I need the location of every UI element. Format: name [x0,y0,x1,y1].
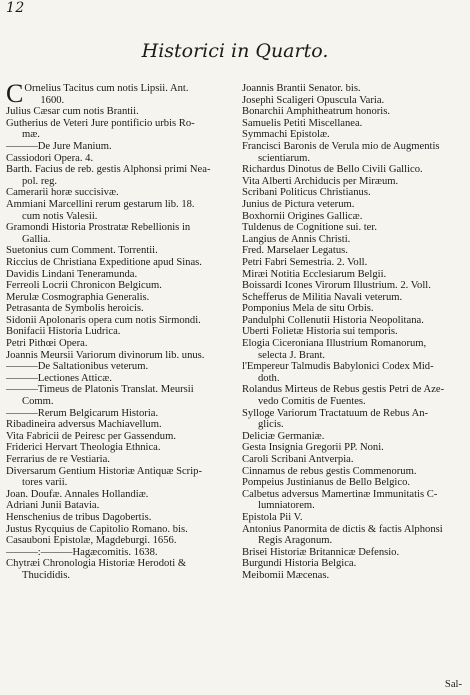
catalog-entry [242,466,464,478]
catalog-entry [6,315,234,327]
catalog-entry [242,431,464,443]
entry-line: Joannis Brantii Senator. bis. [242,83,361,94]
entry-line: Petrasanta de Symbolis heroicis. [6,303,144,315]
entry-continuation: mæ. [22,129,40,141]
entry-line: Casauboni Epistolæ, Magdeburgi. 1656. [6,535,177,547]
entry-continuation: Gallia. [22,233,51,245]
catalog-entry [242,512,464,524]
entry-line: Cassiodori Opera. 4. [6,152,94,164]
catalog-entry [242,234,464,246]
catalog-entry [242,477,464,489]
entry-line: Sylloge Variorum Tractatuum de Rebus An- [242,407,429,419]
entry-line: Francisci Baronis de Verula mio de Augmentis [242,140,440,152]
entry-line: Fred. Marselaer Legatus. [242,245,348,257]
entry-line: Richardus Dinotus de Bello Civili Gallico. [242,164,423,176]
entry-line: Gramondi Historia Prostratæ Rebellionis in [6,222,191,234]
catalog-entry [242,442,464,454]
entry-line: Uberti Folietæ Historia sui temporis. [242,326,398,338]
entry-continuation: scientiarum. [258,152,311,164]
catalog-entry [242,257,464,269]
catalog-entry [242,338,464,361]
catalog-entry [242,558,464,570]
entry-line: Petri Fabri Semestria. 2. Voll. [242,256,368,268]
catalog-entry [242,524,464,547]
catalog-entry [242,303,464,315]
entry-line: Miræi Notitia Ecclesiarum Belgii. [242,268,387,280]
catalog-entry [6,408,234,420]
entry-continuation: cum notis Valesii. [22,210,98,222]
catalog-entry [6,512,234,524]
catalog-entry [6,373,234,385]
entry-continuation: 1600. [40,94,65,106]
entry-line: Junius de Pictura veterum. [242,198,355,210]
entry-line: Adriani Junii Batavia. [6,500,100,512]
catalog-entry [242,176,464,188]
entry-line: ———Timeus de Platonis Translat. Meursii [6,384,194,396]
catalog-entry [6,431,234,443]
entry-line: Chytræi Chronologia Historiæ Herodoti & [6,558,187,570]
entry-line: Pomponius Mela de situ Orbis. [242,303,374,315]
entry-continuation: lumniatorem. [258,500,315,512]
entry-line: Ornelius Tacitus cum notis Lipsii. Ant. [24,83,189,94]
entry-line: Julius Cæsar cum notis Brantii. [6,106,139,118]
catalog-entry [242,95,464,107]
catalog-entry [6,257,234,269]
entry-line: Riccius de Christiana Expeditione apud Sinas. [6,256,202,268]
entry-line: Ferreoli Locrii Chronicon Belgicum. [6,280,162,292]
entry-line: Merulæ Cosmographia Generalis. [6,291,150,303]
entry-line: Samuelis Petiti Miscellanea. [242,117,363,129]
catalog-entry [6,141,234,153]
entry-continuation: Comm. [22,396,54,408]
entry-line: ———De Saltationibus veterum. [6,361,149,373]
entry-line: Epistola Pii V. [242,511,303,523]
catalog-entry [242,199,464,211]
entry-line: Antonius Panormita de dictis & factis Alphonsi [242,523,443,535]
entry-line: Scribani Politicus Christianus. [242,187,371,199]
entry-line: Friderici Hervart Theologia Ethnica. [6,442,161,454]
entry-line: Camerarii horæ succisivæ. [6,187,119,199]
entry-line: Diversarum Gentium Historiæ Antiquæ Scrip- [6,465,202,477]
catalog-entry [242,269,464,281]
catalog-entry [6,524,234,536]
catalog-entry [6,489,234,501]
catalog-entry [6,361,234,373]
drop-cap: C [6,79,24,108]
catalog-entry [242,408,464,431]
entry-line: Josephi Scaligeri Opuscula Varia. [242,94,385,106]
catalog-entry [242,164,464,176]
catalog-entry [6,454,234,466]
catalog-entry [6,303,234,315]
entry-line: Symmachi Epistolæ. [242,129,330,141]
catalog-entry [6,547,234,559]
catalog-entry [6,442,234,454]
catalog-entry [242,292,464,304]
entry-line: Elogia Ciceroniana Illustrium Romanorum, [242,338,427,350]
entry-line: Boissardi Icones Virorum Illustrium. 2. Voll. [242,280,431,292]
catalog-entry [6,106,234,118]
entry-continuation: doth. [258,372,280,384]
entry-line: Ribadineira adversus Machiavellum. [6,419,162,431]
entry-line: Pompeius Justinianus de Bello Belgico. [242,477,411,489]
entry-line: Burgundi Historia Belgica. [242,558,357,570]
entry-continuation: tores varii. [22,477,68,489]
catalog-entry [6,222,234,245]
entry-line: l'Empereur Talmudis Babylonici Codex Mid- [242,361,434,373]
catalog-entry [242,187,464,199]
catalog-entry [242,106,464,118]
entry-line: Bonarchii Amphitheatrum honoris. [242,106,390,118]
catalog-entry [242,361,464,384]
catalog-entry [242,454,464,466]
catalog-entry [6,187,234,199]
entry-continuation: selecta J. Brant. [258,349,326,361]
entry-line: Justus Rycquius de Capitolio Romano. bis. [6,523,188,535]
catalog-entry [242,245,464,257]
catalog-entry [6,292,234,304]
entry-line: Boxhornii Origines Gallicæ. [242,210,363,222]
entry-line: ———De Jure Manium. [6,140,112,152]
entry-continuation: vedo Comitis de Fuentes. [258,396,366,408]
catalog-entry [242,141,464,164]
entry-line: Joan. Doufæ. Annales Hollandiæ. [6,488,149,500]
page-number: 12 [6,0,25,16]
entry-line: Ferrarius de re Vestiaria. [6,454,110,465]
catalog-entry [6,269,234,281]
catalog-entry [6,419,234,431]
entry-line: Gesta Insignia Gregorii PP. Noni. [242,442,384,454]
catchword: Sal- [444,679,462,690]
catalog-entry [6,384,234,407]
catalog-entry [6,118,234,141]
entry-line: Calbetus adversus Mamertinæ Immunitatis C- [242,488,438,500]
entry-line: ———Rerum Belgicarum Historia. [6,407,159,419]
catalog-entry [6,338,234,350]
catalog-entry [242,326,464,338]
entry-line: Barth. Facius de reb. gestis Alphonsi primi Nea- [6,164,211,176]
entry-line: Deliciæ Germaniæ. [242,430,325,442]
entry-line: Bonifacii Historia Ludrica. [6,326,121,338]
entry-line: Petri Pithœi Opera. [6,338,88,350]
entry-line: Tuldenus de Cognitione sui. ter. [242,222,377,234]
right-column [242,83,464,582]
entry-line: Vita Alberti Archiducis per Miræum. [242,175,399,187]
catalog-entry [242,280,464,292]
catalog-entry [6,500,234,512]
entry-line: Davidis Lindani Teneramunda. [6,268,138,280]
entry-line: Ammiani Marcellini rerum gestarum lib. 18. [6,198,195,210]
left-column [6,79,234,582]
entry-line: ———:———Hagæcomitis. 1638. [6,546,158,558]
entry-line: ———Lectiones Atticæ. [6,372,112,384]
catalog-entry [242,489,464,512]
entry-line: Cinnamus de rebus gestis Commenorum. [242,465,417,477]
catalog-entry [242,83,464,95]
catalog-entry [6,466,234,489]
entry-line: Joannis Meursii Variorum divinorum lib. unus. [6,349,205,361]
entry-continuation: pol. reg. [22,175,58,187]
catalog-entry [6,153,234,165]
catalog-entry [242,315,464,327]
entry-continuation: Thucididis. [22,569,70,581]
entry-line: Suetonius cum Comment. Torrentii. [6,245,158,257]
catalog-entry [6,326,234,338]
catalog-entry [242,118,464,130]
entry-line: Gutherius de Veteri Jure pontificio urbis Ro- [6,117,195,129]
entry-line: Vita Fabricii de Peiresc per Gassendum. [6,430,176,442]
catalog-entry [242,222,464,234]
catalog-entry [6,535,234,547]
catalog-entry [242,211,464,223]
entry-line: Schefferus de Militia Navali veterum. [242,291,403,303]
catalog-entry [242,547,464,559]
catalog-entry [242,384,464,407]
catalog-entry [6,79,234,108]
entry-line: Pandulphi Collenutii Historia Neopolitana. [242,314,424,326]
entry-line: Meibomii Mæcenas. [242,569,330,581]
catalog-entry [6,245,234,257]
catalog-entry [6,558,234,581]
entry-line: Langius de Annis Christi. [242,233,351,245]
entry-continuation: Regis Aragonum. [258,535,333,547]
entry-line: Henschenius de tribus Dagobertis. [6,511,152,523]
catalog-entry [6,164,234,187]
entry-continuation: glicis. [258,419,284,431]
entry-line: Sidonii Apolonaris opera cum notis Sirmondi. [6,314,201,326]
entry-line: Caroli Scribani Antverpia. [242,454,354,465]
catalog-entry [242,129,464,141]
catalog-entry [6,350,234,362]
catalog-entry [6,280,234,292]
catalog-entry [6,199,234,222]
catalog-entry [242,570,464,582]
section-title: Historici in Quarto. [141,40,329,62]
entry-line: Rolandus Mirteus de Rebus gestis Petri de Aze- [242,384,445,396]
entry-line: Brisei Historiæ Britannicæ Defensio. [242,546,400,558]
